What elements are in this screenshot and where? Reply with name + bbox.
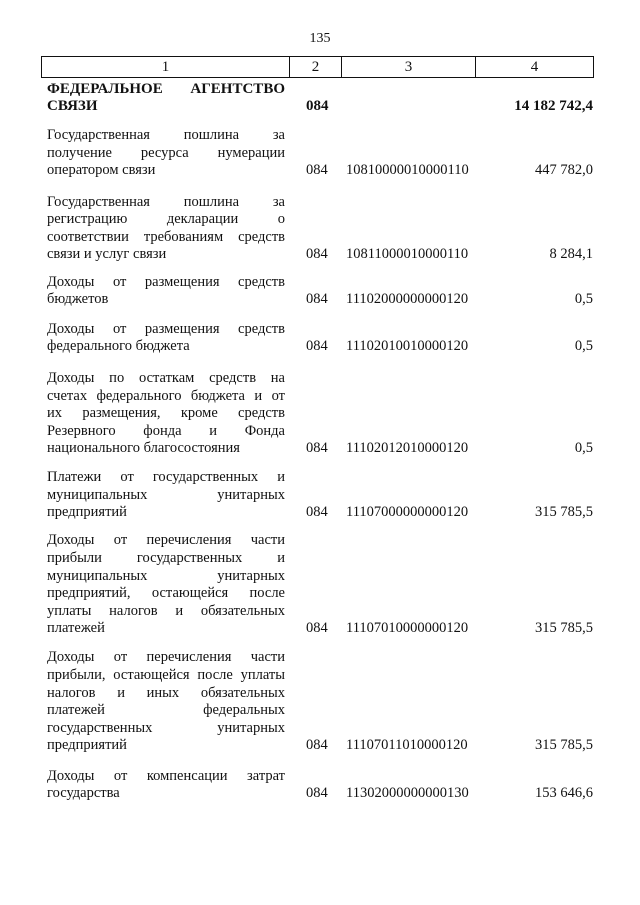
row-admin-code: 084 bbox=[306, 98, 329, 115]
row-kbk-code: 11107010000000120 bbox=[346, 620, 469, 637]
table-row bbox=[0, 127, 640, 180]
row-name-line: Резервного фонда и Фонда bbox=[47, 422, 285, 439]
row-name bbox=[47, 321, 285, 356]
row-admin-code: 084 bbox=[306, 504, 328, 521]
row-name-line: государства bbox=[47, 785, 120, 802]
row-admin-code: 084 bbox=[306, 620, 328, 637]
row-name-line: налогов и иных обязательных bbox=[47, 684, 285, 701]
row-name-line: муниципальных унитарных bbox=[47, 567, 285, 584]
row-admin-code: 084 bbox=[306, 162, 328, 179]
table-row bbox=[0, 321, 640, 356]
row-admin-code: 084 bbox=[306, 338, 328, 355]
table-row bbox=[0, 81, 640, 116]
row-name-line: получение ресурса нумерации bbox=[47, 144, 285, 161]
row-name-line: прибыли, остающейся после уплаты bbox=[47, 667, 285, 684]
row-amount: 8 284,1 bbox=[549, 246, 593, 263]
row-name-line: Доходы от компенсации затрат bbox=[47, 767, 285, 784]
row-amount: 315 785,5 bbox=[535, 737, 593, 754]
table-row bbox=[0, 370, 640, 458]
row-name-line: Платежи от государственных и bbox=[47, 469, 285, 486]
row-name bbox=[47, 469, 285, 522]
row-name-line: предприятий, остающейся после bbox=[47, 585, 285, 602]
row-amount: 447 782,0 bbox=[535, 162, 593, 179]
table-row bbox=[0, 274, 640, 309]
row-kbk-code: 11107011010000120 bbox=[346, 737, 468, 754]
row-kbk-code: 11102012010000120 bbox=[346, 440, 469, 457]
row-name-line: Доходы от размещения средств bbox=[47, 273, 285, 290]
row-amount: 14 182 742,4 bbox=[514, 98, 593, 115]
row-name-line: Доходы от перечисления части bbox=[47, 649, 285, 666]
row-kbk-code: 11102010010000120 bbox=[346, 338, 469, 355]
row-kbk-code: 11302000000000130 bbox=[346, 785, 469, 802]
row-name-line: предприятий bbox=[47, 504, 127, 521]
row-name-line: СВЯЗИ bbox=[47, 98, 98, 115]
row-name bbox=[47, 194, 285, 264]
row-name bbox=[47, 127, 285, 180]
table-row bbox=[0, 532, 640, 638]
row-name-line: Доходы по остаткам средств на bbox=[47, 370, 285, 387]
row-name-line: бюджетов bbox=[47, 291, 109, 308]
row-name bbox=[47, 81, 285, 116]
row-admin-code: 084 bbox=[306, 785, 328, 802]
row-name-line: счетах федерального бюджета и от bbox=[47, 387, 285, 404]
table-row bbox=[0, 768, 640, 803]
row-admin-code: 084 bbox=[306, 737, 328, 754]
header-col-3: 3 bbox=[342, 57, 476, 77]
table-row bbox=[0, 649, 640, 755]
table-row bbox=[0, 469, 640, 522]
row-admin-code: 084 bbox=[306, 291, 328, 308]
row-name bbox=[47, 370, 285, 458]
row-name-line: соответствии требованиям средств bbox=[47, 228, 285, 245]
row-name-line: регистрацию декларации о bbox=[47, 211, 285, 228]
row-kbk-code: 10811000010000110 bbox=[346, 246, 469, 263]
row-kbk-code: 10810000010000110 bbox=[346, 162, 469, 179]
row-amount: 315 785,5 bbox=[535, 504, 593, 521]
row-name-line: оператором связи bbox=[47, 162, 156, 179]
row-name-line: уплаты налогов и обязательных bbox=[47, 602, 285, 619]
header-col-1: 1 bbox=[42, 57, 290, 77]
row-name-line: предприятий bbox=[47, 737, 127, 754]
row-name bbox=[47, 649, 285, 755]
row-admin-code: 084 bbox=[306, 440, 328, 457]
row-name-line: прибыли государственных и bbox=[47, 550, 285, 567]
header-col-2: 2 bbox=[290, 57, 342, 77]
row-amount: 0,5 bbox=[574, 291, 593, 308]
row-name-line: платежей bbox=[47, 620, 105, 637]
row-name-line: государственных унитарных bbox=[47, 719, 285, 736]
row-amount: 315 785,5 bbox=[535, 620, 593, 637]
table-header bbox=[41, 56, 594, 78]
row-name bbox=[47, 274, 285, 309]
row-name-line: Доходы от размещения средств bbox=[47, 320, 285, 337]
table-row bbox=[0, 194, 640, 264]
row-name-line: связи и услуг связи bbox=[47, 246, 167, 263]
row-name-line: Государственная пошлина за bbox=[47, 193, 285, 210]
row-kbk-code: 11107000000000120 bbox=[346, 504, 469, 521]
page-number: 135 bbox=[309, 31, 331, 46]
row-amount: 0,5 bbox=[574, 338, 593, 355]
row-name-line: платежей федеральных bbox=[47, 702, 285, 719]
row-name-line: их размещения, кроме средств bbox=[47, 405, 285, 422]
row-admin-code: 084 bbox=[306, 246, 328, 263]
header-col-4: 4 bbox=[530, 58, 539, 75]
row-kbk-code: 11102000000000120 bbox=[346, 291, 469, 308]
row-amount: 0,5 bbox=[574, 440, 593, 457]
row-name-line: национального благосостояния bbox=[47, 440, 240, 457]
row-name-line: ФЕДЕРАЛЬНОЕ АГЕНТСТВО bbox=[47, 80, 285, 97]
row-name bbox=[47, 768, 285, 803]
row-amount: 153 646,6 bbox=[535, 785, 593, 802]
row-name-line: федерального бюджета bbox=[47, 338, 190, 355]
row-name-line: Государственная пошлина за bbox=[47, 127, 285, 144]
row-name bbox=[47, 532, 285, 638]
row-name-line: муниципальных унитарных bbox=[47, 486, 285, 503]
row-name-line: Доходы от перечисления части bbox=[47, 532, 285, 549]
